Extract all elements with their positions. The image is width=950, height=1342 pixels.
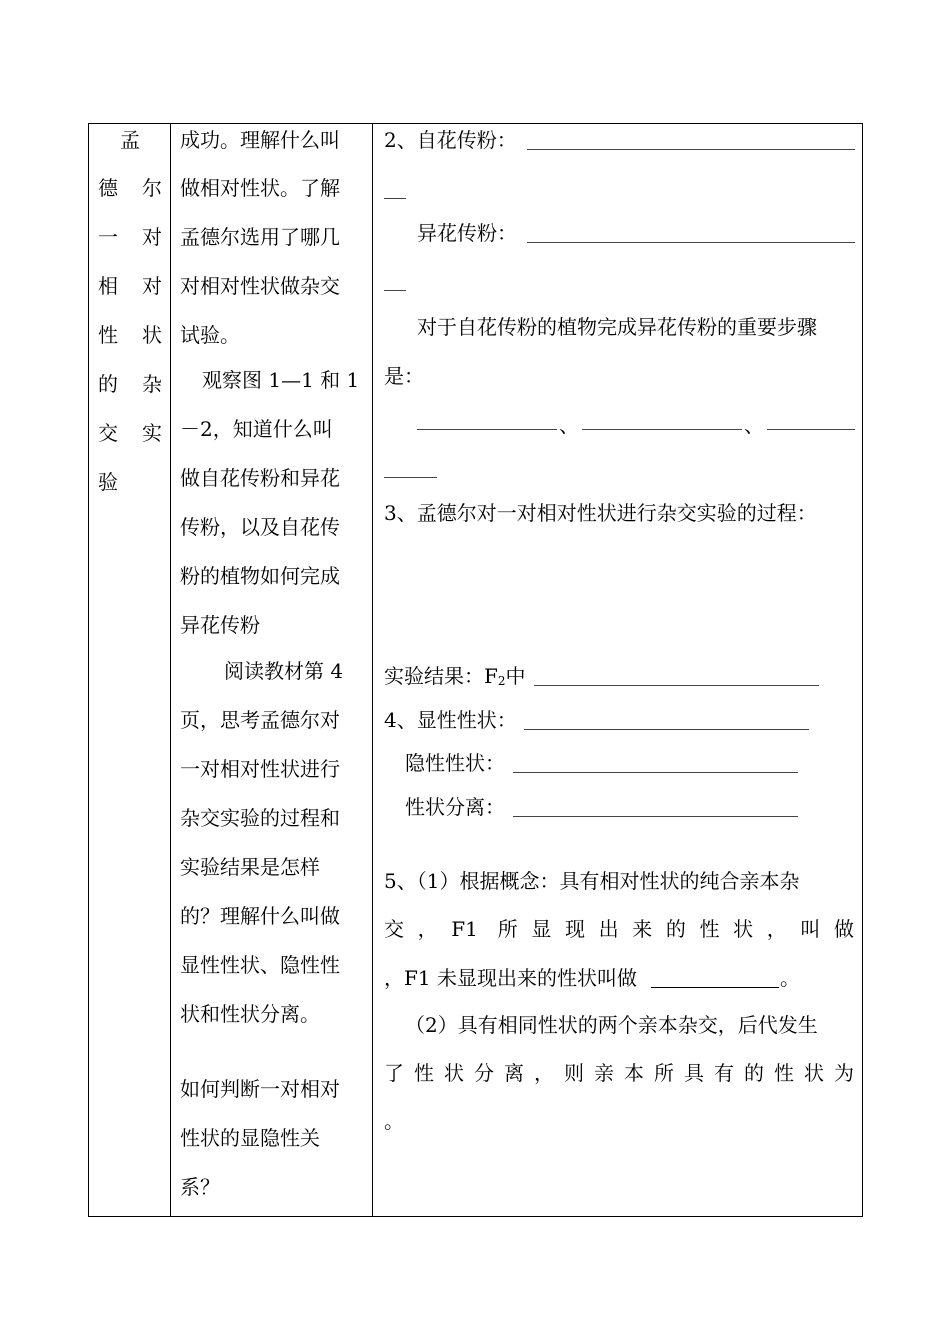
q2-steps-text-cont: 是： <box>384 364 424 388</box>
q2-step-1-blank[interactable] <box>417 429 557 430</box>
guidance-line: －2，知道什么叫 <box>180 417 333 441</box>
title-char: 杂 <box>142 372 162 396</box>
guidance-line: 状和性状分离。 <box>180 1002 320 1026</box>
guidance-line: 对相对性状做杂交 <box>180 274 340 298</box>
title-char: 相 <box>98 274 118 298</box>
title-char: 状 <box>142 323 162 347</box>
title-char: 德 <box>98 176 118 200</box>
q4-recessive-label: 隐性性状： <box>405 751 505 775</box>
title-char: 的 <box>98 372 118 396</box>
guidance-line: 性状的显隐性关 <box>180 1126 320 1150</box>
q3-result-blank[interactable] <box>534 685 819 686</box>
q2-step-3-blank[interactable] <box>767 429 855 430</box>
q2-step-2-blank[interactable] <box>582 429 742 430</box>
q2-self-pollination-blank-cont[interactable] <box>384 198 406 199</box>
title-char: 性 <box>98 323 118 347</box>
q3-process-label: 3、孟德尔对一对相对性状进行杂交实验的过程： <box>384 501 817 525</box>
q5-text-line: （2）具有相同性状的两个亲本杂交，后代发生 <box>405 1013 818 1037</box>
q2-step-separator: 、 <box>559 413 579 437</box>
q4-recessive-blank[interactable] <box>513 772 798 773</box>
guidance-line: 页，思考孟德尔对 <box>180 708 340 732</box>
guidance-line: 成功。理解什么叫 <box>180 128 340 152</box>
q5-text-line: 了性状分离，则亲本所具有的性状为 <box>384 1061 854 1085</box>
guidance-line: 系？ <box>180 1175 220 1199</box>
q2-self-pollination-label: 2、自花传粉： <box>384 128 517 152</box>
worksheet-table <box>88 123 863 1217</box>
q4-segregation-blank[interactable] <box>513 816 798 817</box>
title-char: 对 <box>142 274 162 298</box>
q5-text-line: 。 <box>780 966 800 990</box>
title-char: 实 <box>142 421 162 445</box>
guidance-line: 异花传粉 <box>180 613 260 637</box>
q5-recessive-blank[interactable] <box>651 987 779 988</box>
title-char: 验 <box>98 470 118 494</box>
q5-text-line: 交，F1 所显现出来的性状，叫做 <box>384 917 854 941</box>
title-char: 一 <box>98 225 118 249</box>
guidance-line: 显性性状、隐性性 <box>180 953 340 977</box>
q4-dominant-blank[interactable] <box>524 729 809 730</box>
guidance-line: 做自花传粉和异花 <box>180 466 340 490</box>
q2-cross-pollination-blank[interactable] <box>527 242 855 243</box>
q2-step-3-blank-cont[interactable] <box>384 477 437 478</box>
q4-dominant-label: 4、显性性状： <box>384 708 517 732</box>
column-divider-2 <box>372 124 373 1216</box>
q2-self-pollination-blank[interactable] <box>527 149 855 150</box>
title-char: 交 <box>98 421 118 445</box>
q2-step-separator: 、 <box>744 413 764 437</box>
guidance-line: 粉的植物如何完成 <box>180 564 340 588</box>
guidance-line: 一对相对性状进行 <box>180 757 340 781</box>
q2-cross-pollination-label: 异花传粉： <box>417 221 517 245</box>
title-char: 尔 <box>142 176 162 200</box>
q2-steps-text: 对于自花传粉的植物完成异花传粉的重要步骤 <box>417 315 817 339</box>
guidance-line: 孟德尔选用了哪几 <box>180 225 340 249</box>
q2-cross-pollination-blank-cont[interactable] <box>384 290 406 291</box>
guidance-line: 阅读教材第 4 <box>224 659 344 683</box>
title-char: 对 <box>142 225 162 249</box>
q4-segregation-label: 性状分离： <box>405 795 505 819</box>
guidance-line: 杂交实验的过程和 <box>180 806 340 830</box>
guidance-line: 观察图 1—1 和 1 <box>202 368 360 392</box>
guidance-line: 传粉，以及自花传 <box>180 515 340 539</box>
guidance-line: 试验。 <box>180 323 240 347</box>
q5-text-line: 。 <box>384 1109 404 1133</box>
q5-text-line: 5、（1）根据概念：具有相对性状的纯合亲本杂 <box>384 869 800 893</box>
q5-text-line: ，F1 未显现出来的性状叫做 <box>384 966 637 990</box>
guidance-line: 的？理解什么叫做 <box>180 904 340 928</box>
guidance-line: 做相对性状。了解 <box>180 176 340 200</box>
guidance-line: 如何判断一对相对 <box>180 1077 340 1101</box>
guidance-line: 实验结果是怎样 <box>180 855 320 879</box>
q3-result-label: 实验结果：$F_2$中 <box>384 664 526 688</box>
title-char: 孟 <box>120 128 140 152</box>
column-divider-1 <box>170 124 171 1216</box>
